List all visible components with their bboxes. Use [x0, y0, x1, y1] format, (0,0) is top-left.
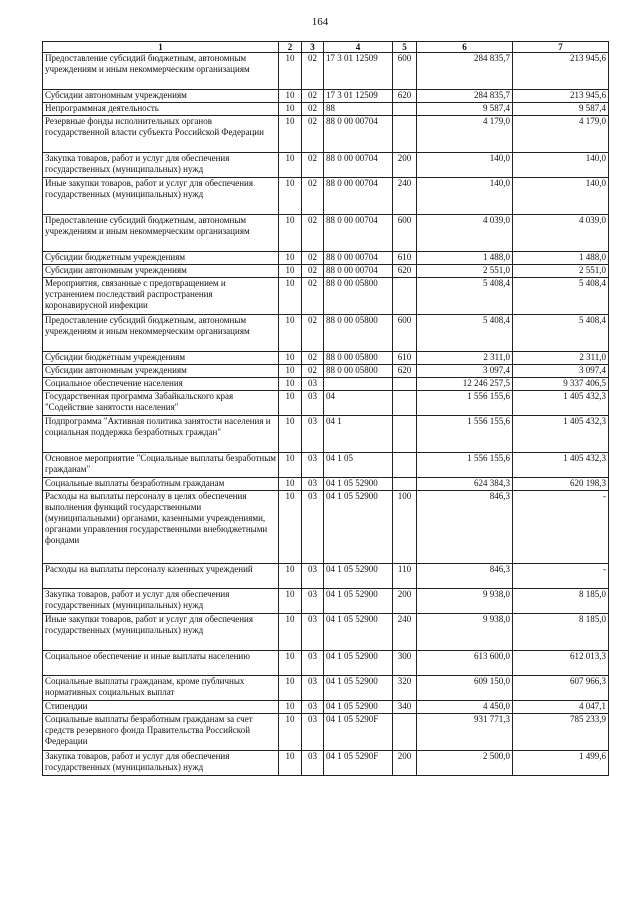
row-value-6: 2 311,0	[417, 352, 513, 365]
row-name: Закупка товаров, работ и услуг для обеспечения государственных (муниципальных) нужд	[43, 751, 279, 776]
row-target-code: 04 1 05 52900	[324, 589, 393, 614]
row-value-6: 1 556 155,6	[417, 453, 513, 478]
column-header: 1	[43, 42, 279, 53]
row-subsection: 02	[302, 365, 324, 378]
table-row	[43, 714, 609, 751]
row-value-6: 284 835,7	[417, 53, 513, 90]
row-value-6: 9 587,4	[417, 103, 513, 116]
row-name: Субсидии автономным учреждениям	[43, 265, 279, 278]
table-row	[43, 215, 609, 252]
row-value-7: 612 013,3	[513, 651, 609, 676]
row-section: 10	[279, 701, 302, 714]
row-expense-type: 600	[393, 215, 417, 252]
row-subsection: 03	[302, 714, 324, 751]
row-subsection: 03	[302, 701, 324, 714]
row-value-7: 9 337 406,5	[513, 378, 609, 391]
row-name: Расходы на выплаты персоналу казенных учреждений	[43, 564, 279, 589]
table-row	[43, 614, 609, 651]
column-header: 6	[417, 42, 513, 53]
row-subsection: 02	[302, 315, 324, 352]
row-subsection: 02	[302, 53, 324, 90]
row-target-code: 04	[324, 391, 393, 416]
row-target-code: 04 1 05 52900	[324, 614, 393, 651]
table-row	[43, 416, 609, 453]
row-section: 10	[279, 365, 302, 378]
row-target-code: 04 1 05 52900	[324, 478, 393, 491]
row-value-7: 1 405 432,3	[513, 416, 609, 453]
row-section: 10	[279, 614, 302, 651]
row-target-code: 04 1 05 52900	[324, 651, 393, 676]
row-value-6: 140,0	[417, 178, 513, 215]
row-name: Субсидии бюджетным учреждениям	[43, 352, 279, 365]
row-name: Основное мероприятие "Социальные выплаты безработным гражданам"	[43, 453, 279, 478]
table-header-row	[43, 42, 609, 53]
row-expense-type: 620	[393, 365, 417, 378]
row-expense-type: 340	[393, 701, 417, 714]
row-subsection: 02	[302, 265, 324, 278]
row-target-code: 88 0 00 05800	[324, 315, 393, 352]
row-target-code: 04 1 05 52900	[324, 491, 393, 564]
row-subsection: 02	[302, 116, 324, 153]
row-name: Расходы на выплаты персоналу в целях обеспечения выполнения функций государственными (муниципальными) органами, казенными учреждениями, органами управления государственными внебюджетными фондами	[43, 491, 279, 564]
row-name: Предоставление субсидий бюджетным, автономным учреждениям и иным некоммерческим организациям	[43, 53, 279, 90]
row-section: 10	[279, 651, 302, 676]
row-target-code: 88 0 00 00704	[324, 153, 393, 178]
table-row	[43, 116, 609, 153]
row-subsection: 02	[302, 252, 324, 265]
table-row	[43, 491, 609, 564]
row-expense-type: 100	[393, 491, 417, 564]
row-target-code: 88 0 00 00704	[324, 252, 393, 265]
row-expense-type	[393, 378, 417, 391]
row-target-code: 17 3 01 12509	[324, 53, 393, 90]
row-value-6: 624 384,3	[417, 478, 513, 491]
row-section: 10	[279, 252, 302, 265]
row-value-6: 12 246 257,5	[417, 378, 513, 391]
row-value-7: 1 405 432,3	[513, 391, 609, 416]
table-row	[43, 265, 609, 278]
row-target-code: 04 1 05 5290F	[324, 751, 393, 776]
row-expense-type: 600	[393, 53, 417, 90]
row-name: Иные закупки товаров, работ и услуг для обеспечения государственных (муниципальных) нужд	[43, 178, 279, 215]
row-section: 10	[279, 352, 302, 365]
row-name: Субсидии автономным учреждениям	[43, 90, 279, 103]
row-expense-type: 110	[393, 564, 417, 589]
column-header: 7	[513, 42, 609, 53]
table-row	[43, 651, 609, 676]
row-name: Социальное обеспечение и иные выплаты населению	[43, 651, 279, 676]
row-section: 10	[279, 265, 302, 278]
row-expense-type: 200	[393, 153, 417, 178]
row-subsection: 03	[302, 378, 324, 391]
row-target-code: 04 1 05	[324, 453, 393, 478]
budget-table	[42, 41, 609, 776]
row-value-7: 4 047,1	[513, 701, 609, 714]
row-expense-type	[393, 391, 417, 416]
row-expense-type: 610	[393, 252, 417, 265]
row-subsection: 02	[302, 103, 324, 116]
table-row	[43, 278, 609, 315]
table-row	[43, 53, 609, 90]
row-subsection: 03	[302, 491, 324, 564]
row-value-7: 2 311,0	[513, 352, 609, 365]
row-subsection: 03	[302, 416, 324, 453]
row-section: 10	[279, 103, 302, 116]
row-value-7: 8 185,0	[513, 589, 609, 614]
row-name: Непрограммная деятельность	[43, 103, 279, 116]
row-target-code: 04 1	[324, 416, 393, 453]
page-number: 164	[311, 16, 329, 28]
row-section: 10	[279, 491, 302, 564]
row-subsection: 03	[302, 564, 324, 589]
row-target-code: 88 0 00 00704	[324, 116, 393, 153]
row-subsection: 03	[302, 453, 324, 478]
row-name: Субсидии автономным учреждениям	[43, 365, 279, 378]
row-value-7: 213 945,6	[513, 53, 609, 90]
row-value-7: -	[513, 564, 609, 589]
row-value-6: 5 408,4	[417, 278, 513, 315]
row-section: 10	[279, 178, 302, 215]
row-value-7: 1 405 432,3	[513, 453, 609, 478]
row-subsection: 03	[302, 478, 324, 491]
row-name: Резервные фонды исполнительных органов государственной власти субъекта Российской Федерации	[43, 116, 279, 153]
row-subsection: 03	[302, 751, 324, 776]
row-expense-type: 300	[393, 651, 417, 676]
row-subsection: 03	[302, 676, 324, 701]
row-name: Социальные выплаты гражданам, кроме публичных нормативных социальных выплат	[43, 676, 279, 701]
row-expense-type: 600	[393, 315, 417, 352]
row-value-7: 4 039,0	[513, 215, 609, 252]
table-row	[43, 178, 609, 215]
row-value-6: 140,0	[417, 153, 513, 178]
row-expense-type: 200	[393, 751, 417, 776]
row-expense-type: 320	[393, 676, 417, 701]
row-name: Государственная программа Забайкальского края "Содействие занятости населения"	[43, 391, 279, 416]
row-value-6: 613 600,0	[417, 651, 513, 676]
row-expense-type: 620	[393, 265, 417, 278]
row-value-7: 5 408,4	[513, 278, 609, 315]
row-expense-type	[393, 116, 417, 153]
row-section: 10	[279, 378, 302, 391]
row-name: Социальное обеспечение населения	[43, 378, 279, 391]
row-target-code: 88 0 00 00704	[324, 215, 393, 252]
row-subsection: 02	[302, 352, 324, 365]
table-row	[43, 153, 609, 178]
row-name: Социальные выплаты безработным гражданам	[43, 478, 279, 491]
table-row	[43, 378, 609, 391]
row-target-code: 88 0 00 05800	[324, 278, 393, 315]
row-name: Иные закупки товаров, работ и услуг для обеспечения государственных (муниципальных) нужд	[43, 614, 279, 651]
row-value-6: 5 408,4	[417, 315, 513, 352]
row-expense-type: 610	[393, 352, 417, 365]
row-value-7: 607 966,3	[513, 676, 609, 701]
row-value-6: 4 179,0	[417, 116, 513, 153]
row-target-code: 04 1 05 52900	[324, 676, 393, 701]
row-expense-type	[393, 278, 417, 315]
row-target-code: 04 1 05 5290F	[324, 714, 393, 751]
row-section: 10	[279, 278, 302, 315]
row-name: Предоставление субсидий бюджетным, автономным учреждениям и иным некоммерческим организациям	[43, 215, 279, 252]
row-target-code: 88 0 00 05800	[324, 352, 393, 365]
table-row	[43, 90, 609, 103]
row-value-6: 3 097,4	[417, 365, 513, 378]
row-value-6: 4 450,0	[417, 701, 513, 714]
row-value-6: 2 500,0	[417, 751, 513, 776]
table-row	[43, 365, 609, 378]
table-row	[43, 676, 609, 701]
row-section: 10	[279, 90, 302, 103]
row-subsection: 02	[302, 178, 324, 215]
row-expense-type: 200	[393, 589, 417, 614]
row-value-6: 284 835,7	[417, 90, 513, 103]
table-row	[43, 589, 609, 614]
row-subsection: 03	[302, 614, 324, 651]
row-target-code: 17 3 01 12509	[324, 90, 393, 103]
row-name: Стипендии	[43, 701, 279, 714]
row-name: Предоставление субсидий бюджетным, автономным учреждениям и иным некоммерческим организациям	[43, 315, 279, 352]
row-value-7: 213 945,6	[513, 90, 609, 103]
table-row	[43, 701, 609, 714]
row-name: Закупка товаров, работ и услуг для обеспечения государственных (муниципальных) нужд	[43, 153, 279, 178]
row-section: 10	[279, 478, 302, 491]
row-value-6: 846,3	[417, 491, 513, 564]
column-header: 2	[279, 42, 302, 53]
table-row	[43, 453, 609, 478]
row-section: 10	[279, 589, 302, 614]
row-value-6: 1 556 155,6	[417, 391, 513, 416]
table-row	[43, 315, 609, 352]
table-row	[43, 478, 609, 491]
row-expense-type	[393, 453, 417, 478]
row-expense-type	[393, 416, 417, 453]
row-subsection: 03	[302, 589, 324, 614]
column-header: 3	[302, 42, 324, 53]
row-section: 10	[279, 116, 302, 153]
row-value-7: 620 198,3	[513, 478, 609, 491]
column-header: 5	[393, 42, 417, 53]
row-value-6: 931 771,3	[417, 714, 513, 751]
row-target-code	[324, 378, 393, 391]
column-header: 4	[324, 42, 393, 53]
row-name: Мероприятия, связанные с предотвращением и устранением последствий распространения коронавирусной инфекции	[43, 278, 279, 315]
table-row	[43, 564, 609, 589]
row-target-code: 88 0 00 00704	[324, 178, 393, 215]
table-row	[43, 751, 609, 776]
row-section: 10	[279, 751, 302, 776]
row-section: 10	[279, 416, 302, 453]
row-value-6: 1 556 155,6	[417, 416, 513, 453]
row-value-7: 9 587,4	[513, 103, 609, 116]
row-name: Закупка товаров, работ и услуг для обеспечения государственных (муниципальных) нужд	[43, 589, 279, 614]
row-expense-type: 240	[393, 178, 417, 215]
row-value-6: 9 938,0	[417, 614, 513, 651]
row-section: 10	[279, 564, 302, 589]
row-subsection: 02	[302, 90, 324, 103]
row-value-6: 609 150,0	[417, 676, 513, 701]
table-row	[43, 103, 609, 116]
row-value-7: 8 185,0	[513, 614, 609, 651]
row-value-7: 5 408,4	[513, 315, 609, 352]
row-expense-type	[393, 103, 417, 116]
row-target-code: 04 1 05 52900	[324, 701, 393, 714]
row-target-code: 88 0 00 00704	[324, 265, 393, 278]
row-value-7: 140,0	[513, 178, 609, 215]
row-value-7: 4 179,0	[513, 116, 609, 153]
table-row	[43, 391, 609, 416]
row-section: 10	[279, 153, 302, 178]
row-value-7: -	[513, 491, 609, 564]
row-value-7: 1 488,0	[513, 252, 609, 265]
row-expense-type	[393, 478, 417, 491]
row-section: 10	[279, 391, 302, 416]
row-subsection: 02	[302, 278, 324, 315]
row-value-6: 9 938,0	[417, 589, 513, 614]
row-name: Социальные выплаты безработным гражданам за счет средств резервного фонда Правительства Российской Федерации	[43, 714, 279, 751]
row-value-6: 846,3	[417, 564, 513, 589]
row-value-7: 140,0	[513, 153, 609, 178]
row-value-6: 2 551,0	[417, 265, 513, 278]
row-value-7: 2 551,0	[513, 265, 609, 278]
row-subsection: 03	[302, 391, 324, 416]
row-target-code: 04 1 05 52900	[324, 564, 393, 589]
row-value-7: 3 097,4	[513, 365, 609, 378]
row-subsection: 03	[302, 651, 324, 676]
row-name: Субсидии бюджетным учреждениям	[43, 252, 279, 265]
table-row	[43, 252, 609, 265]
row-value-7: 785 233,9	[513, 714, 609, 751]
table-row	[43, 352, 609, 365]
row-subsection: 02	[302, 215, 324, 252]
row-section: 10	[279, 453, 302, 478]
row-value-7: 1 499,6	[513, 751, 609, 776]
row-value-6: 4 039,0	[417, 215, 513, 252]
row-subsection: 02	[302, 153, 324, 178]
row-section: 10	[279, 714, 302, 751]
row-section: 10	[279, 215, 302, 252]
row-target-code: 88	[324, 103, 393, 116]
row-section: 10	[279, 676, 302, 701]
row-section: 10	[279, 53, 302, 90]
row-name: Подпрограмма "Активная политика занятости населения и социальная поддержка безработных граждан"	[43, 416, 279, 453]
row-target-code: 88 0 00 05800	[324, 365, 393, 378]
row-expense-type: 620	[393, 90, 417, 103]
row-expense-type: 240	[393, 614, 417, 651]
row-section: 10	[279, 315, 302, 352]
row-value-6: 1 488,0	[417, 252, 513, 265]
row-expense-type	[393, 714, 417, 751]
